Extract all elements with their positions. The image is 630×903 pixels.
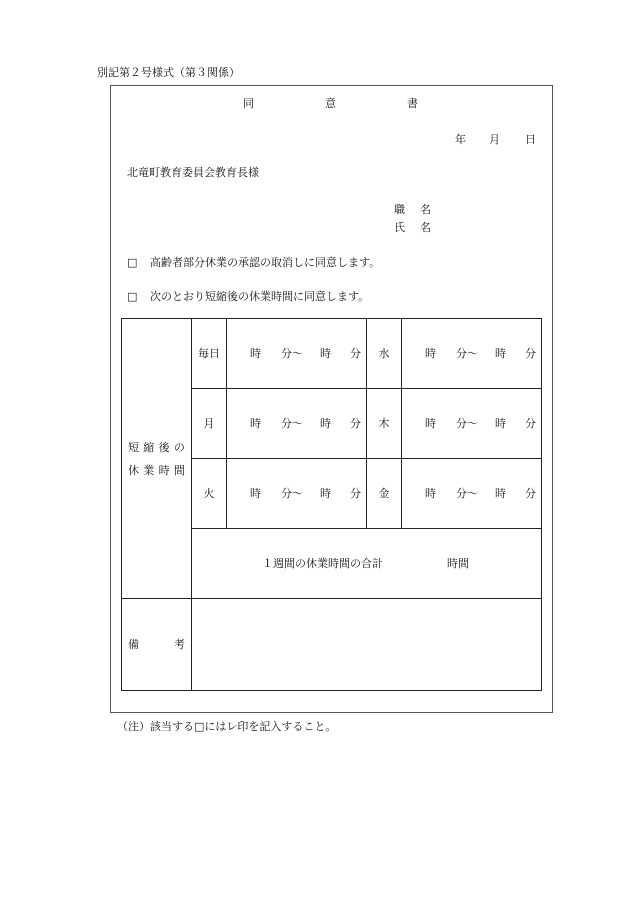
- name-label-char: 氏: [394, 221, 405, 234]
- start-hour-unit: 時: [425, 487, 436, 500]
- end-minute-unit: 分: [350, 487, 361, 500]
- end-minute-unit: 分: [350, 417, 361, 430]
- day-label-cell: [367, 389, 402, 459]
- title-char: 同: [243, 97, 254, 110]
- checkbox: □: [127, 290, 138, 303]
- section-label-line: 休業時間: [128, 463, 190, 477]
- option-text-withdraw: 高齢者部分休業の承認の取消しに同意します。: [150, 256, 381, 269]
- start-hour-unit: 時: [250, 347, 261, 360]
- end-hour-unit: 時: [320, 417, 331, 430]
- time-range-cell: [402, 459, 542, 529]
- remarks-label-char: 備: [128, 638, 139, 651]
- day-label-cell: [192, 319, 227, 389]
- end-minute-unit: 分: [350, 347, 361, 360]
- weekly-total-unit: 時間: [447, 557, 469, 570]
- remarks-field: [192, 599, 542, 691]
- form-number-label: 別記第２号様式（第３関係）: [97, 66, 240, 79]
- end-minute-unit: 分: [525, 347, 536, 360]
- end-minute-unit: 分: [525, 417, 536, 430]
- day-label: 金: [378, 487, 390, 500]
- day-label: 火: [203, 487, 215, 500]
- date-month-label: 月: [489, 133, 500, 146]
- day-label-cell: [367, 459, 402, 529]
- end-hour-unit: 時: [495, 487, 506, 500]
- date-year-label: 年: [455, 133, 466, 146]
- remarks-label-char: 考: [174, 638, 185, 651]
- end-minute-unit: 分: [525, 487, 536, 500]
- checkbox: □: [127, 256, 138, 269]
- start-minute-unit: 分〜: [281, 417, 303, 430]
- day-label-cell: [192, 389, 227, 459]
- day-label-cell: [192, 459, 227, 529]
- end-hour-unit: 時: [320, 347, 331, 360]
- start-minute-unit: 分〜: [456, 347, 478, 360]
- weekly-total-label: １週間の休業時間の合計: [262, 557, 383, 570]
- position-label-char: 名: [420, 203, 431, 216]
- remarks-label-cell: [122, 599, 192, 691]
- name-label-char: 名: [420, 221, 431, 234]
- leave-hours-table: [121, 318, 542, 691]
- option-text-shortened-hours: 次のとおり短縮後の休業時間に同意します。: [150, 290, 370, 303]
- weekly-total-cell: [192, 529, 542, 599]
- time-range-cell: [402, 319, 542, 389]
- start-hour-unit: 時: [425, 417, 436, 430]
- time-range-cell: [227, 389, 367, 459]
- day-label-cell: [367, 319, 402, 389]
- start-minute-unit: 分〜: [281, 347, 303, 360]
- start-minute-unit: 分〜: [456, 417, 478, 430]
- end-hour-unit: 時: [320, 487, 331, 500]
- time-range-cell: [227, 319, 367, 389]
- day-label: 木: [378, 417, 390, 430]
- start-hour-unit: 時: [250, 487, 261, 500]
- addressee: 北竜町教育委員会教育長様: [127, 166, 259, 179]
- start-hour-unit: 時: [425, 347, 436, 360]
- footnote: （注）該当する□にはレ印を記入すること。: [117, 720, 337, 733]
- day-label: 毎日: [198, 347, 220, 360]
- start-minute-unit: 分〜: [281, 487, 303, 500]
- date-day-label: 日: [525, 133, 536, 146]
- time-range-cell: [227, 459, 367, 529]
- start-minute-unit: 分〜: [456, 487, 478, 500]
- end-hour-unit: 時: [495, 347, 506, 360]
- end-hour-unit: 時: [495, 417, 506, 430]
- day-label: 月: [203, 417, 215, 430]
- section-label-line: 短縮後の: [128, 440, 190, 454]
- start-hour-unit: 時: [250, 417, 261, 430]
- title-char: 意: [325, 97, 336, 110]
- title-char: 書: [407, 97, 418, 110]
- position-label-char: 職: [394, 203, 405, 216]
- time-range-cell: [402, 389, 542, 459]
- day-label: 水: [378, 347, 390, 360]
- section-label-cell: [122, 319, 192, 599]
